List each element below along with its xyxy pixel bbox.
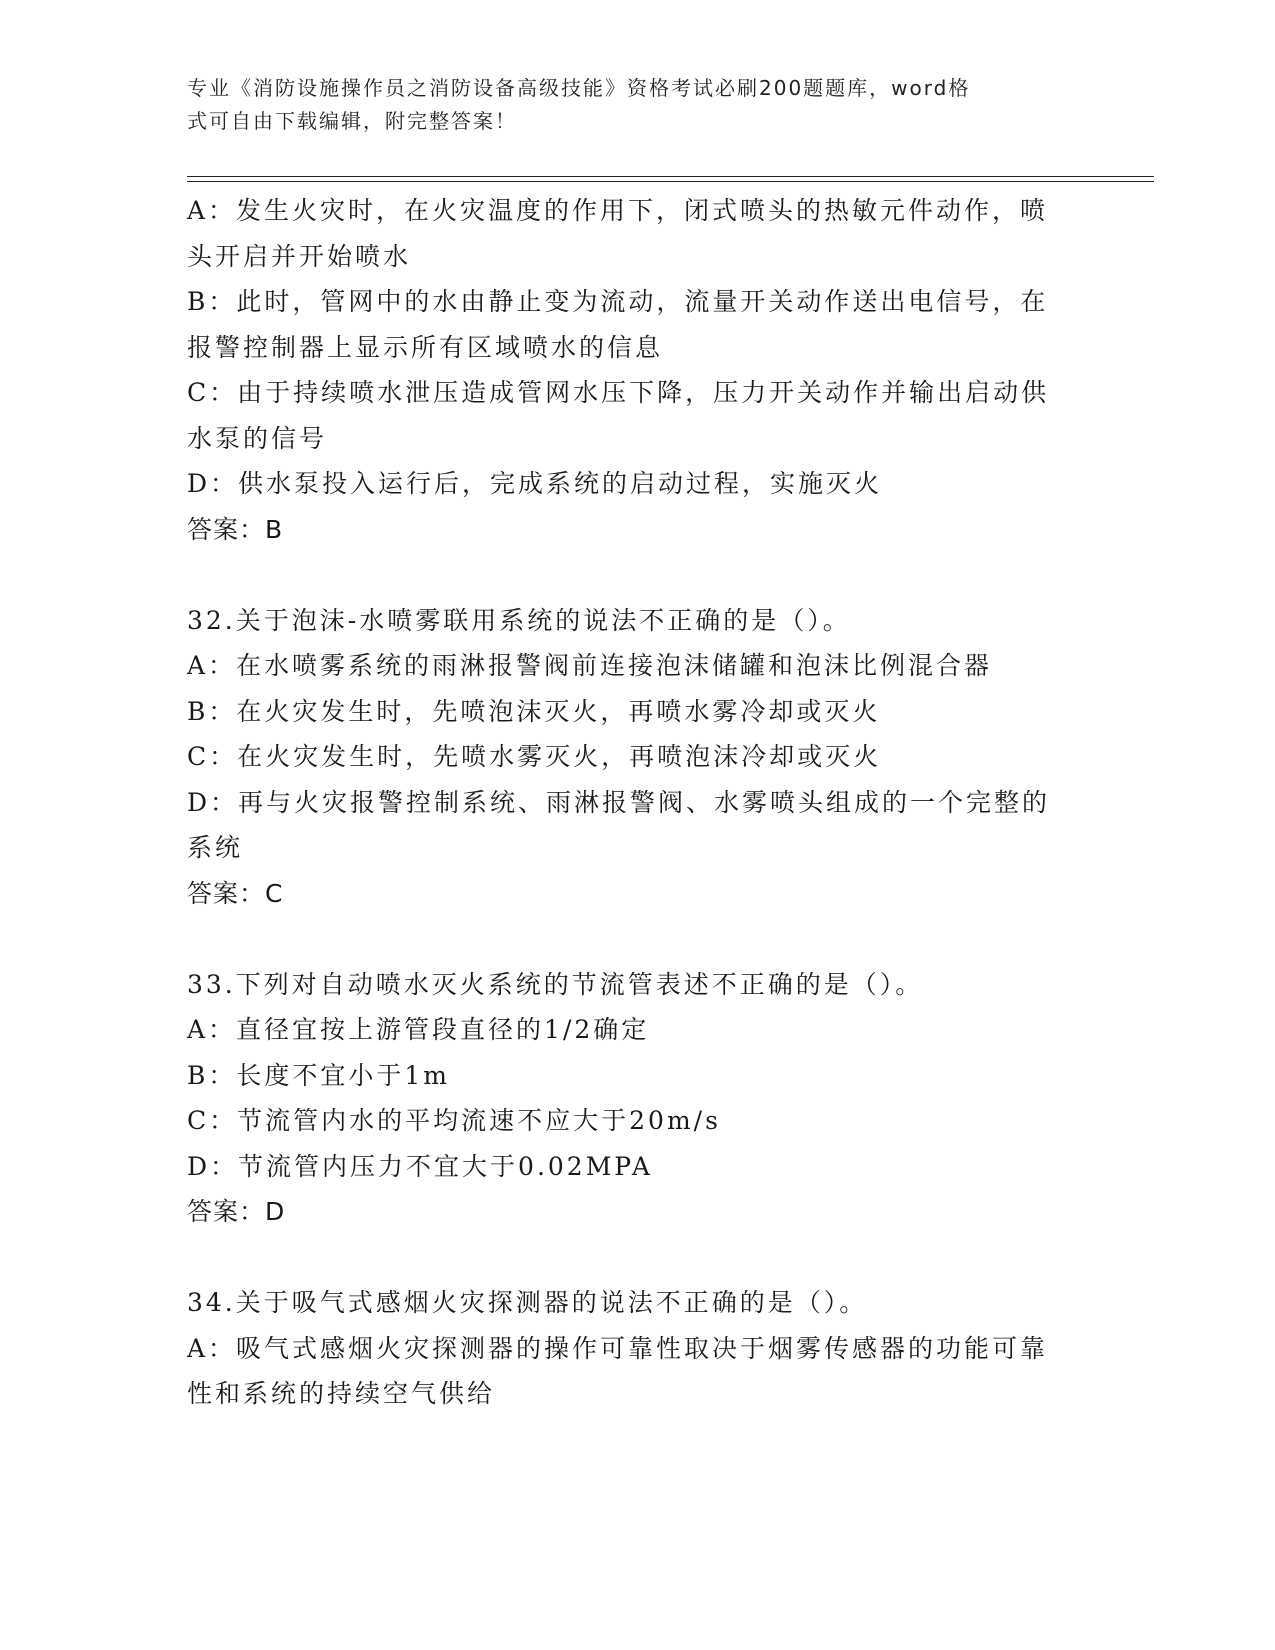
option-b-line-1: B：长度不宜小于1m [187, 1060, 450, 1090]
option-d-line-1: D：再与火灾报警控制系统、雨淋报警阀、水雾喷头组成的一个完整的 [187, 787, 1051, 817]
question-content [187, 188, 1087, 1417]
option-a-line-1: A：吸气式感烟火灾探测器的操作可靠性取决于烟雾传感器的功能可靠 [187, 1333, 1049, 1363]
option-b-line-2: 报警控制器上显示所有区域喷水的信息 [187, 332, 664, 362]
question-33 [187, 962, 1087, 1235]
option-a-line-1: A：发生火灾时，在火灾温度的作用下，闭式喷头的热敏元件动作，喷 [187, 196, 1049, 225]
header-divider-bottom [187, 181, 1154, 182]
question-spacer [187, 916, 1087, 962]
answer-label: 答案：D [187, 1197, 286, 1226]
question-stem: 33.下列对自动喷水灭火系统的节流管表述不正确的是（）。 [187, 969, 924, 999]
option-a-line-1: A：在水喷雾系统的雨淋报警阀前连接泡沫储罐和泡沫比例混合器 [187, 651, 993, 680]
option-c-line-1: C：由于持续喷水泄压造成管网水压下降，压力开关动作并输出启动供 [187, 378, 1050, 407]
option-b-line-1: B：此时，管网中的水由静止变为流动，流量开关动作送出电信号，在 [187, 287, 1049, 316]
question-spacer [187, 1235, 1087, 1281]
question-stem: 32.关于泡沫-水喷雾联用系统的说法不正确的是（）。 [187, 605, 851, 635]
option-a-line-1: A：直径宜按上游管段直径的1/2确定 [187, 1015, 650, 1044]
question-32 [187, 598, 1087, 917]
answer-label: 答案：B [187, 514, 284, 544]
option-d-line-2: 系统 [187, 833, 244, 862]
option-a-line-2: 头开启并开始喷水 [187, 241, 412, 271]
option-c-line-2: 水泵的信号 [187, 423, 328, 453]
option-c-line-1: C：在火灾发生时，先喷水雾灭火，再喷泡沫冷却或灭火 [187, 742, 882, 771]
header-line-1: 专业《消防设施操作员之消防设备高级技能》资格考试必刷200题题库，word格 [187, 76, 971, 100]
option-a-line-2: 性和系统的持续空气供给 [187, 1379, 496, 1408]
question-31 [187, 188, 1087, 552]
option-d-line-1: D：供水泵投入运行后，完成系统的启动过程，实施灭火 [187, 469, 883, 498]
question-spacer [187, 552, 1087, 598]
document-header [187, 72, 1077, 138]
answer-label: 答案：C [187, 878, 284, 908]
question-stem: 34.关于吸气式感烟火灾探测器的说法不正确的是（）。 [187, 1288, 868, 1317]
option-c-line-1: C：节流管内水的平均流速不应大于20m/s [187, 1106, 721, 1135]
question-34 [187, 1280, 1087, 1417]
header-line-2: 式可自由下载编辑，附完整答案！ [187, 109, 517, 133]
option-d-line-1: D：节流管内压力不宜大于0.02MPA [187, 1151, 653, 1181]
header-divider-top [187, 176, 1154, 177]
option-b-line-1: B：在火灾发生时，先喷泡沫灭火，再喷水雾冷却或灭火 [187, 696, 881, 726]
